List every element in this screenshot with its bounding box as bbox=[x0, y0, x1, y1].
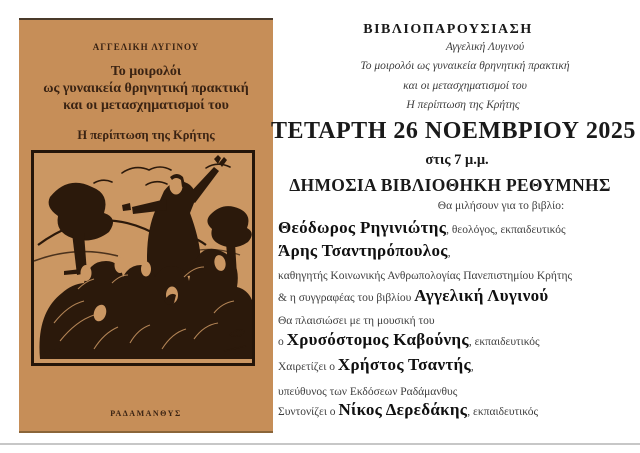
music-intro: Θα πλαισιώσει με τη μουσική του bbox=[278, 315, 435, 327]
speaker-name: Χρυσόστομος Καβούνης bbox=[286, 330, 469, 349]
speaker-line bbox=[278, 218, 636, 238]
cover-book-title bbox=[19, 63, 273, 115]
speaker-role: καθηγητής Κοινωνικής Ανθρωπολογίας Πανεπιστημίου Κρήτης bbox=[278, 270, 573, 282]
speakers-intro: Θα μιλήσουν για το βιβλίο: bbox=[437, 200, 565, 212]
speaker-line bbox=[278, 286, 636, 306]
event-type-header: ΒΙΒΛΙΟΠΑΡΟΥΣΙΑΣΗ bbox=[363, 22, 533, 37]
speaker-name: Χρήστος Τσαντής bbox=[337, 355, 471, 374]
speaker-line bbox=[278, 382, 636, 400]
speaker-role: , bbox=[447, 247, 451, 259]
speaker-role: , θεολόγος, εκπαιδευτικός bbox=[446, 224, 566, 236]
speaker-line bbox=[278, 241, 636, 261]
speaker-role: , bbox=[470, 361, 474, 373]
speaker-lead-in: & η συγγραφέας του βιβλίου bbox=[278, 292, 415, 304]
event-date: ΤΕΤΑΡΤΗ 26 ΝΟΕΜΒΡΙΟΥ 2025 bbox=[271, 118, 636, 144]
event-venue: ΔΗΜΟΣΙΑ ΒΙΒΛΙΟΘΗΚΗ ΡΕΘΥΜΝΗΣ bbox=[289, 175, 611, 195]
speaker-role: υπεύθυνος των Εκδόσεων Ραδάμανθυς bbox=[278, 386, 458, 398]
speaker-lead-in: Χαιρετίζει ο bbox=[278, 361, 338, 373]
cover-author-name: ΑΓΓΕΛΙΚΗ ΛΥΓΙΝΟΥ bbox=[92, 42, 200, 52]
announcement-panel bbox=[271, 0, 636, 453]
book-cover-illustration bbox=[31, 150, 255, 366]
cover-title-line3: και οι μετασχηματισμοί του bbox=[63, 98, 229, 114]
speaker-name: Άρης Τσαντηρόπουλος bbox=[278, 241, 448, 260]
speaker-lead-in: ο bbox=[278, 336, 287, 348]
mourning-women-woodcut bbox=[34, 153, 252, 363]
announcement-book-title-line1: Το μοιρολόι ως γυναικεία θρηνητική πρακτική bbox=[360, 60, 570, 72]
cover-title-line2: ως γυναικεία θρηνητική πρακτική bbox=[43, 81, 249, 97]
cover-subtitle: Η περίπτωση της Κρήτης bbox=[77, 127, 215, 142]
announcement-author: Αγγελική Λυγινού bbox=[445, 41, 525, 53]
speaker-name: Αγγελική Λυγινού bbox=[414, 286, 549, 305]
announcement-book-title-line2: και οι μετασχηματισμοί του bbox=[403, 80, 527, 92]
cover-title-line1: Το μοιρολόι bbox=[110, 64, 182, 79]
speaker-name: Θεόδωρος Ρηγινιώτης bbox=[278, 218, 447, 237]
speaker-line bbox=[278, 400, 636, 420]
speaker-line bbox=[278, 311, 636, 329]
speaker-line bbox=[278, 266, 636, 284]
speaker-role: , εκπαιδευτικός bbox=[468, 336, 540, 348]
cover-publisher: ΡΑΔΑΜΑΝΘΥΣ bbox=[110, 409, 182, 418]
speaker-line bbox=[278, 330, 636, 350]
book-cover bbox=[19, 18, 273, 433]
speaker-role: , εκπαιδευτικός bbox=[467, 406, 539, 418]
announcement-book-subtitle: Η περίπτωση της Κρήτης bbox=[406, 99, 520, 111]
speaker-lead-in: Συντονίζει ο bbox=[278, 406, 339, 418]
speaker-line bbox=[278, 355, 636, 375]
page-bottom-divider bbox=[0, 443, 640, 445]
event-time: στις 7 μ.μ. bbox=[425, 152, 489, 168]
speaker-name: Νίκος Δερεδάκης bbox=[338, 400, 468, 419]
